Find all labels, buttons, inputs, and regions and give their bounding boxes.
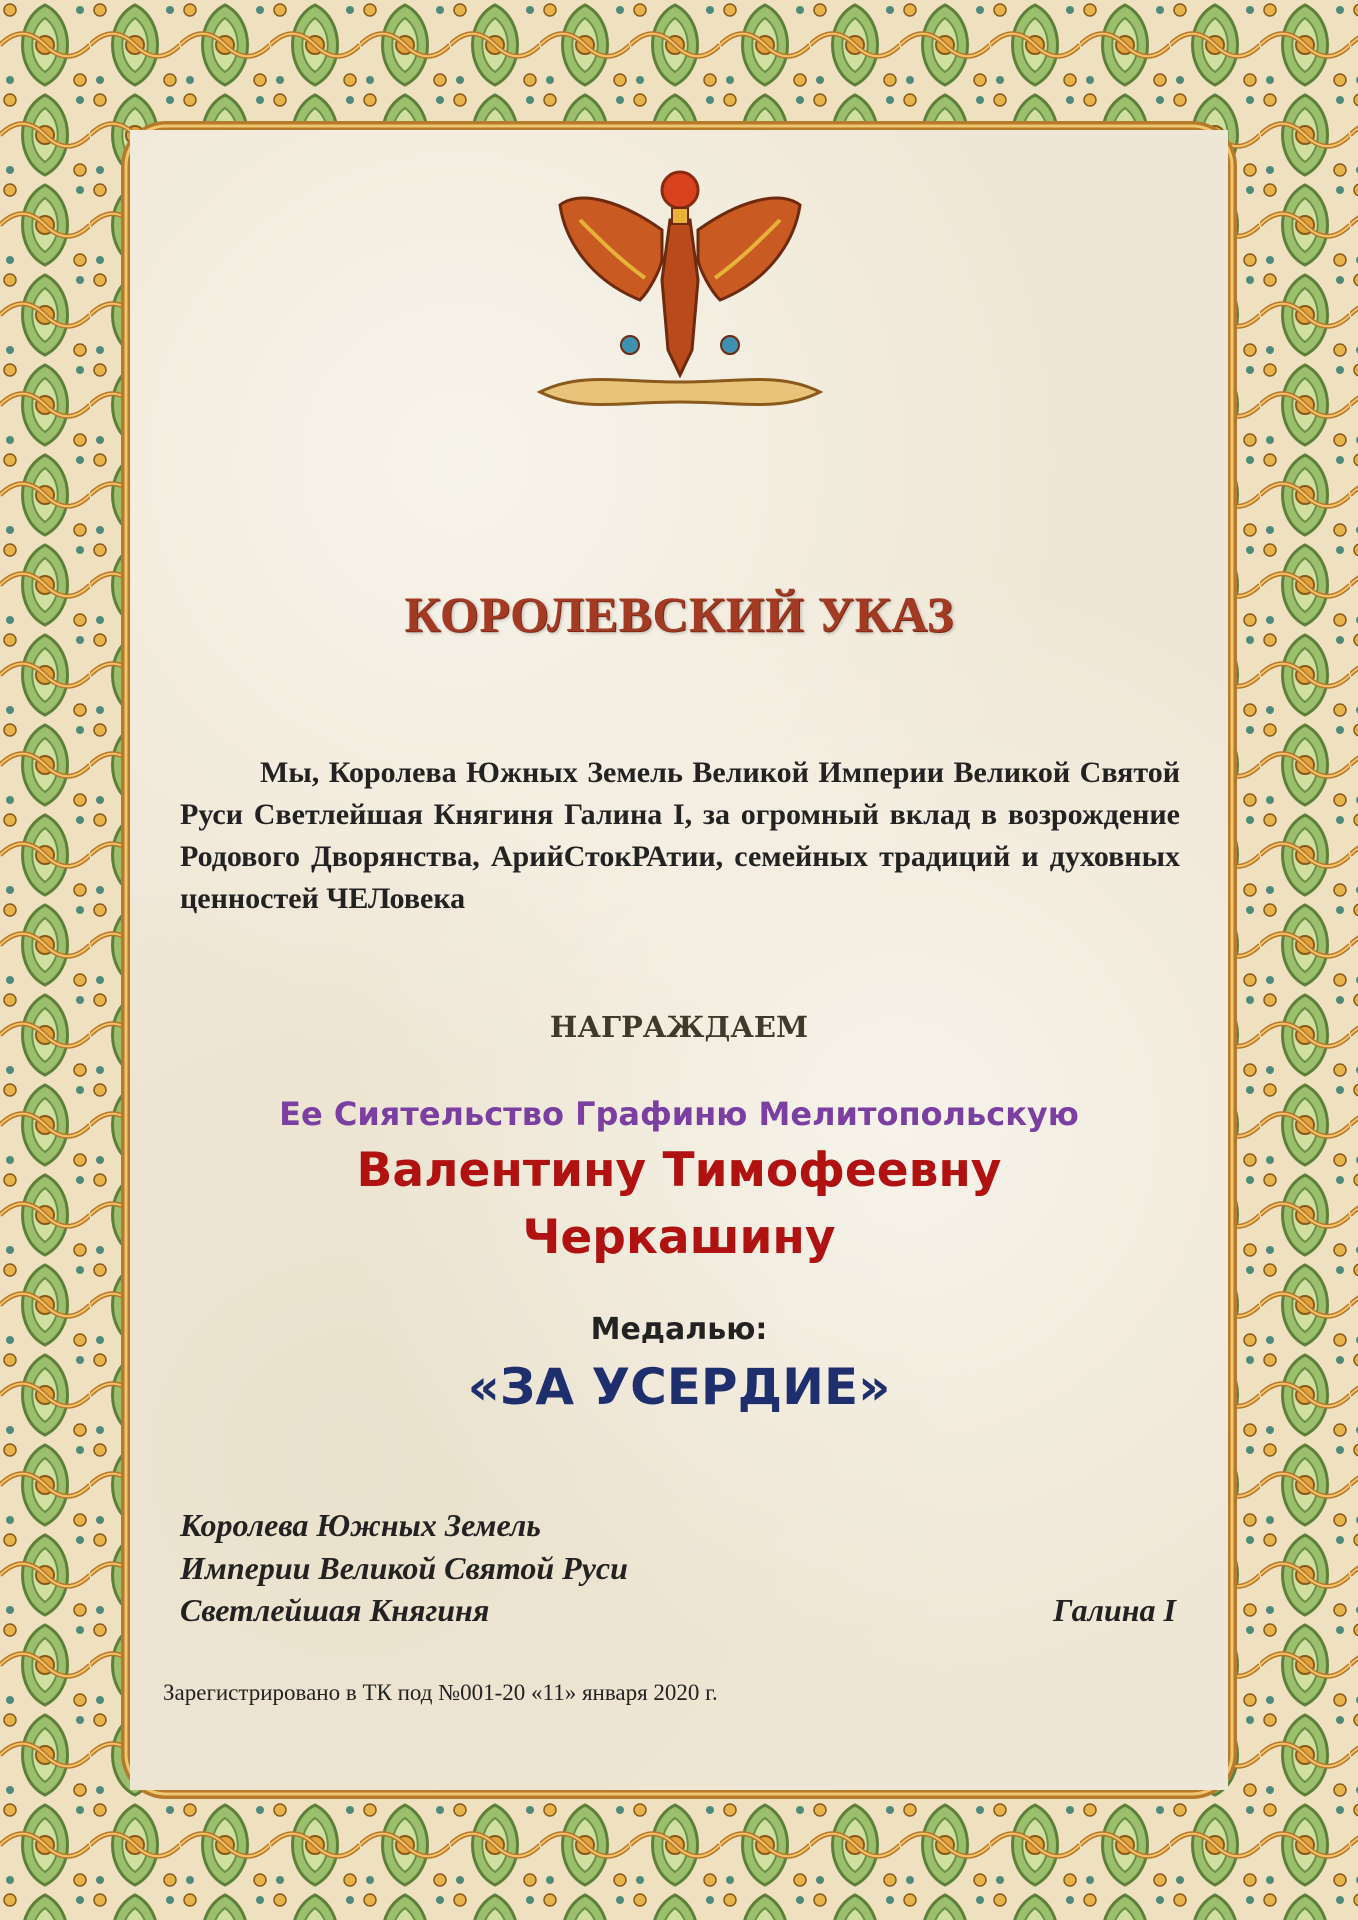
medal-name: «ЗА УСЕРДИЕ» <box>467 1358 891 1416</box>
decree-text: Мы, Королева Южных Земель Великой Империи Великой Святой Руси Светлейшая Княгиня Галина I, за огромный вклад в возрождение Родового Дворянства, АрийСтокРАтии, семейных традиций и духовных ценностей ЧЕЛовека <box>180 756 1180 915</box>
signature-line-1: Королева Южных Земель <box>180 1507 541 1543</box>
award-verb: НАГРАЖДАЕМ <box>549 1010 809 1044</box>
signature-line-2: Империи Великой Святой Руси <box>180 1550 628 1586</box>
winged-falcon-emblem <box>520 160 840 430</box>
medal-label: Медалью: <box>590 1312 768 1347</box>
recipient-name-first: Валентину Тимофеевну <box>356 1143 1002 1198</box>
registration-note: Зарегистрировано в ТК под №001-20 «11» января 2020 г. <box>163 1680 718 1705</box>
document-title: КОРОЛЕВСКИЙ УКАЗ <box>404 586 954 642</box>
recipient-rank: Ее Сиятельство Графиню Мелитопольскую <box>279 1095 1079 1133</box>
recipient-name-last: Черкашину <box>522 1210 836 1265</box>
signature-line-3: Светлейшая Княгиня <box>180 1592 490 1628</box>
signatory-name: Галина I <box>1053 1592 1176 1628</box>
